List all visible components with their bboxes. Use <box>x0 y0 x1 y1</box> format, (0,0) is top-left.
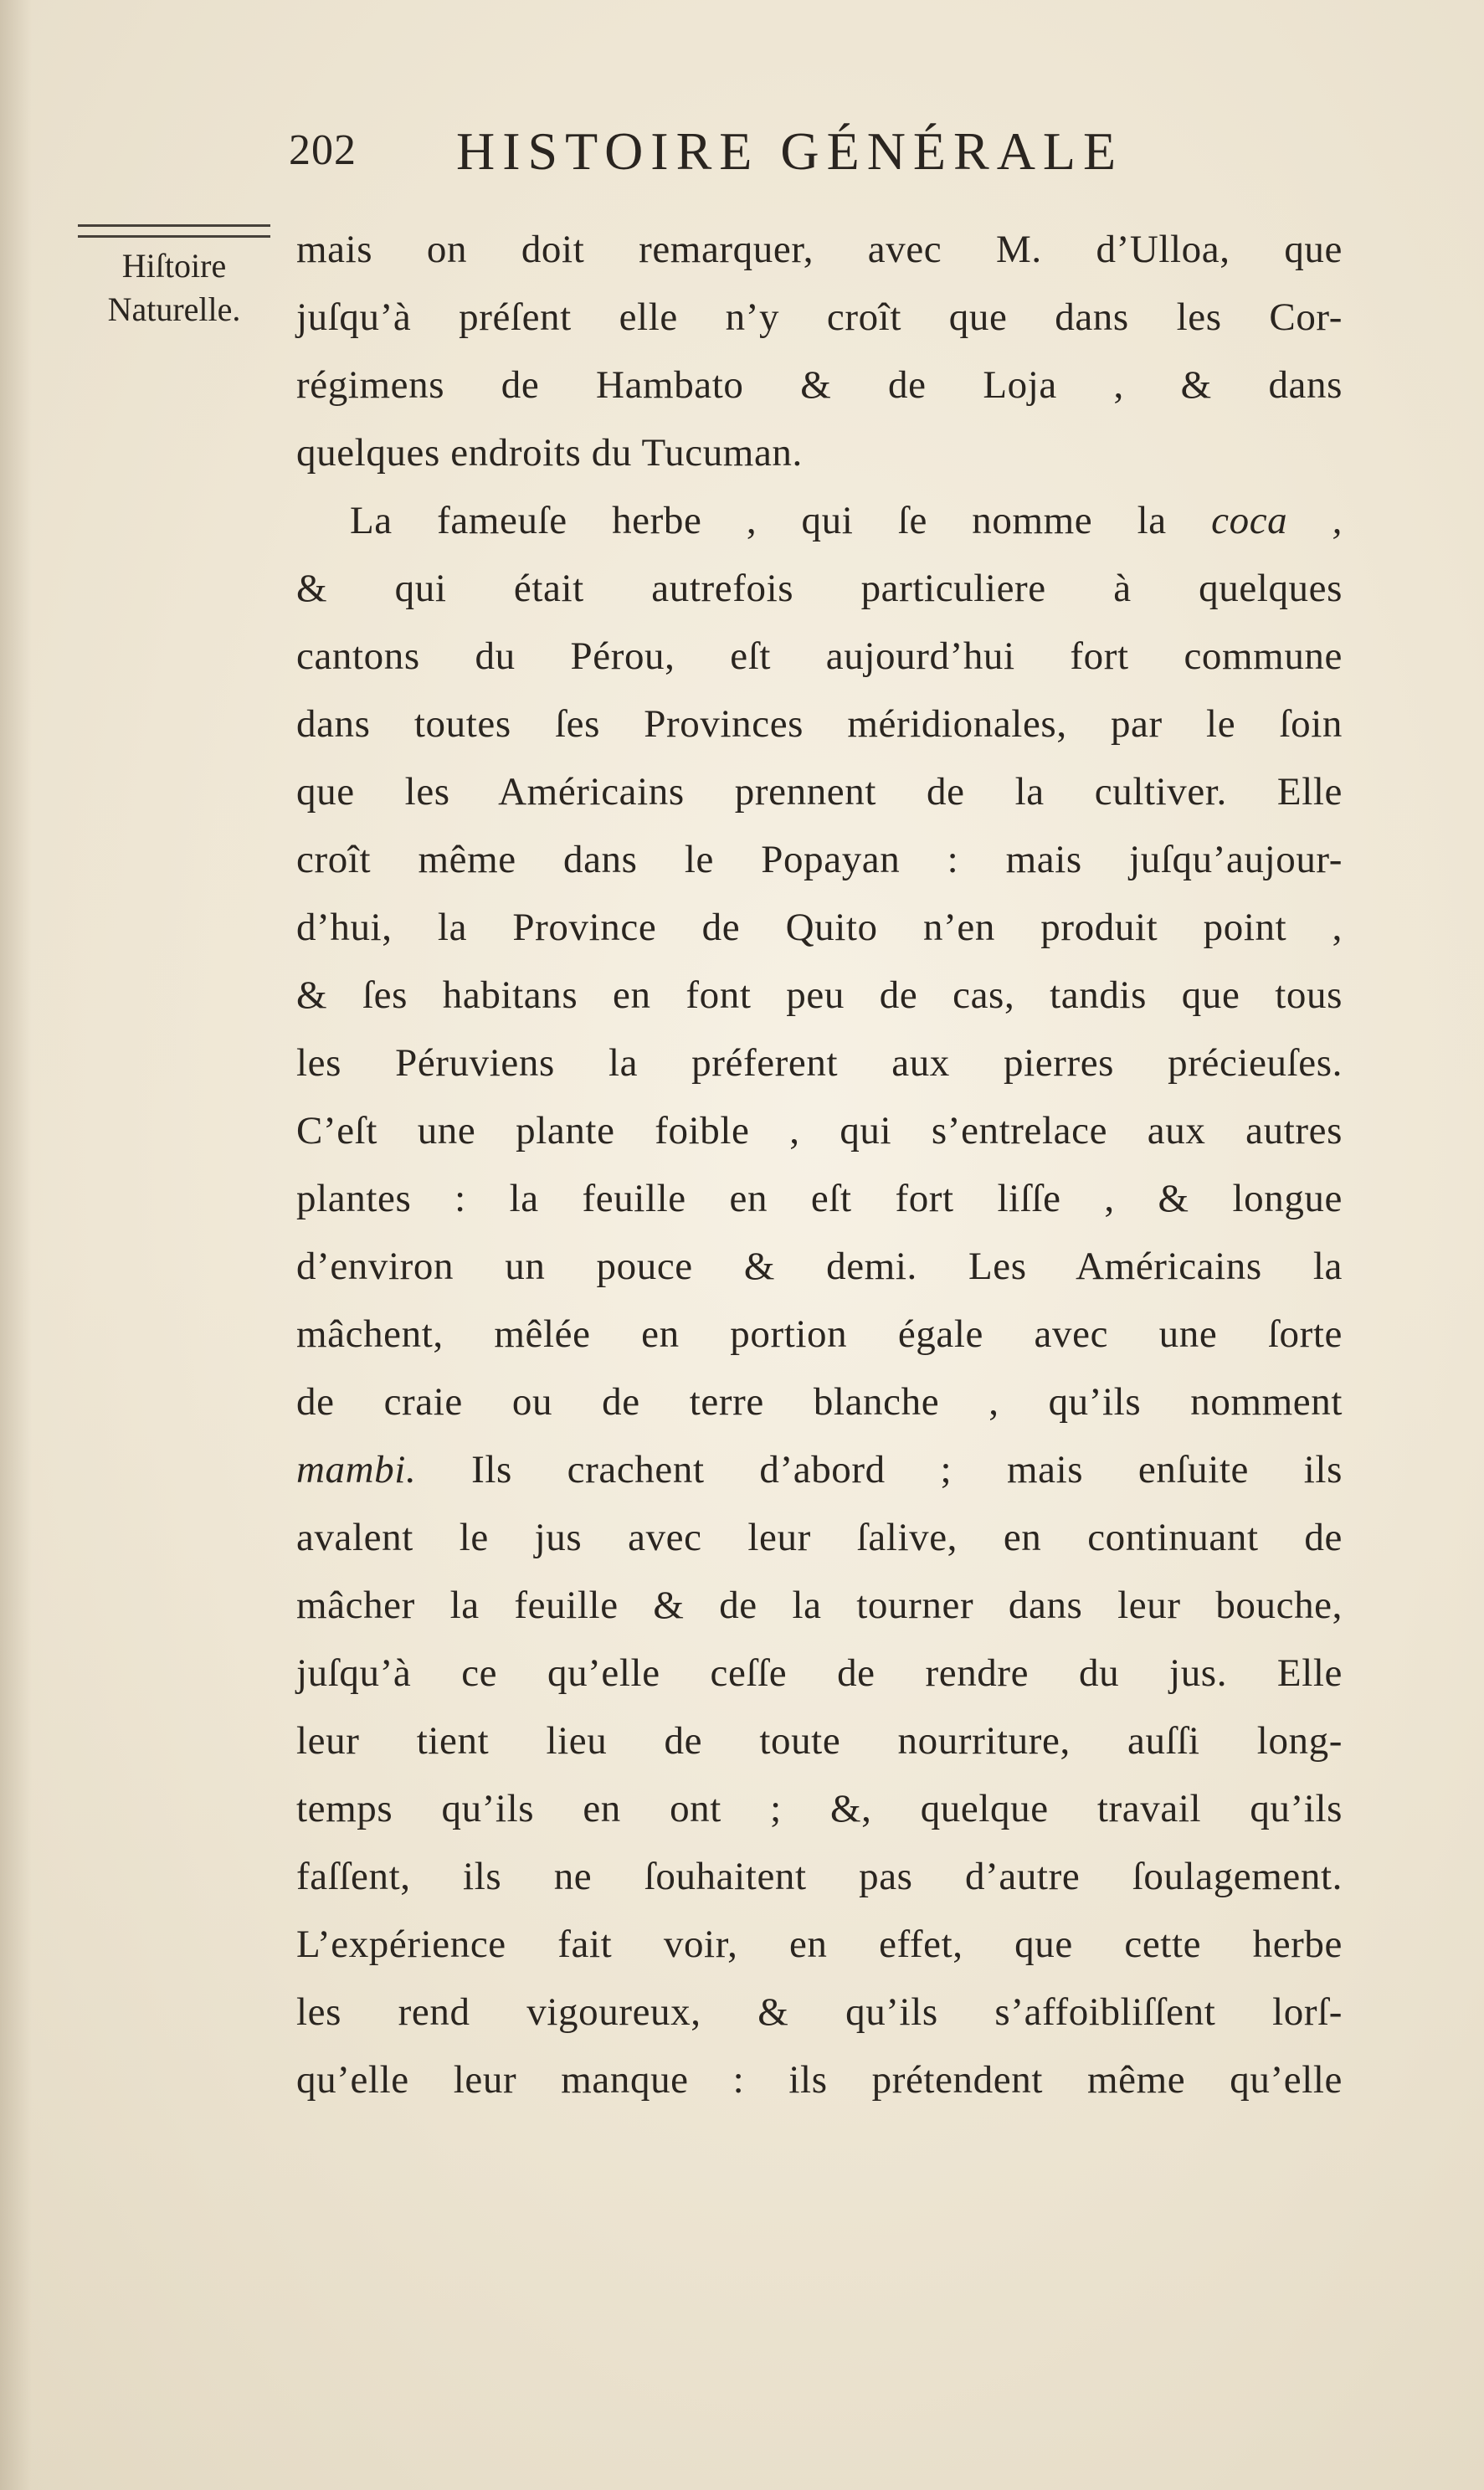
running-head <box>289 121 1189 193</box>
text-line: que les Américains prennent de la cultiver. Elle <box>296 770 1343 814</box>
text-line: quelques endroits du Tucuman. <box>296 431 803 475</box>
text-line: avalent le jus avec leur ſalive, en continuant de <box>296 1516 1343 1559</box>
text-line: d’hui, la Province de Quito n’en produit point , <box>296 906 1343 949</box>
text-line: mâcher la feuille & de la tourner dans leur bouche, <box>296 1584 1343 1627</box>
margin-note-line-1: Hiſtoire <box>121 247 227 285</box>
text-line: mais on doit remarquer, avec M. d’Ulloa, que <box>296 228 1343 271</box>
italic-term-mambi: mambi. <box>296 1448 417 1491</box>
text-line: de craie ou de terre blanche , qu’ils nomment <box>296 1380 1343 1424</box>
text-segment: Ils crachent d’abord ; mais enſuite ils <box>471 1448 1343 1491</box>
page-gutter-shadow <box>0 0 32 2490</box>
text-line: plantes : la feuille en eſt fort liſſe , & longue <box>296 1177 1343 1220</box>
paragraph-start-line <box>296 487 1343 555</box>
text-line: les Péruviens la préferent aux pierres précieuſes. <box>296 1041 1343 1085</box>
text-line: les rend vigoureux, & qu’ils s’affoibliſſent lorſ- <box>296 1990 1343 2034</box>
text-line: croît même dans le Popayan : mais juſqu’aujour- <box>296 838 1343 881</box>
text-line: temps qu’ils en ont ; &, quelque travail qu’ils <box>296 1787 1343 1830</box>
running-title: HISTOIRE GÉNÉRALE <box>456 121 1124 181</box>
text-line: qu’elle leur manque : ils prétendent même qu’elle <box>296 2058 1343 2102</box>
margin-note <box>74 224 275 331</box>
text-line: & ſes habitans en font peu de cas, tandis que tous <box>296 973 1343 1017</box>
text-segment: La fameuſe herbe , qui ſe nomme la <box>350 499 1167 542</box>
text-line: C’eſt une plante foible , qui s’entrelace aux autres <box>296 1109 1343 1153</box>
text-line: cantons du Pérou, eſt aujourd’hui fort commune <box>296 634 1343 678</box>
text-line: faſſent, ils ne ſouhaitent pas d’autre ſoulagement. <box>296 1855 1343 1898</box>
text-line: leur tient lieu de toute nourriture, auſſi long- <box>296 1719 1343 1763</box>
text-line: régimens de Hambato & de Loja , & dans <box>296 363 1343 407</box>
margin-rule <box>78 224 270 238</box>
text-line: juſqu’à ce qu’elle ceſſe de rendre du jus. Elle <box>296 1651 1343 1695</box>
text-line: mâchent, mêlée en portion égale avec une ſorte <box>296 1312 1343 1356</box>
text-line: d’environ un pouce & demi. Les Américains la <box>296 1245 1343 1288</box>
text-line: dans toutes ſes Provinces méridionales, par le ſoin <box>296 702 1343 746</box>
italic-term-coca: coca , <box>1211 499 1343 542</box>
body-text <box>296 216 1343 2114</box>
mixed-line <box>296 1436 1343 1504</box>
text-line: & qui était autrefois particuliere à quelques <box>296 567 1343 610</box>
text-line: L’expérience fait voir, en effet, que cette herbe <box>296 1923 1343 1966</box>
text-line: juſqu’à préſent elle n’y croît que dans les Cor- <box>296 295 1343 339</box>
margin-note-line-2: Naturelle. <box>107 290 241 328</box>
page-number: 202 <box>289 126 357 174</box>
